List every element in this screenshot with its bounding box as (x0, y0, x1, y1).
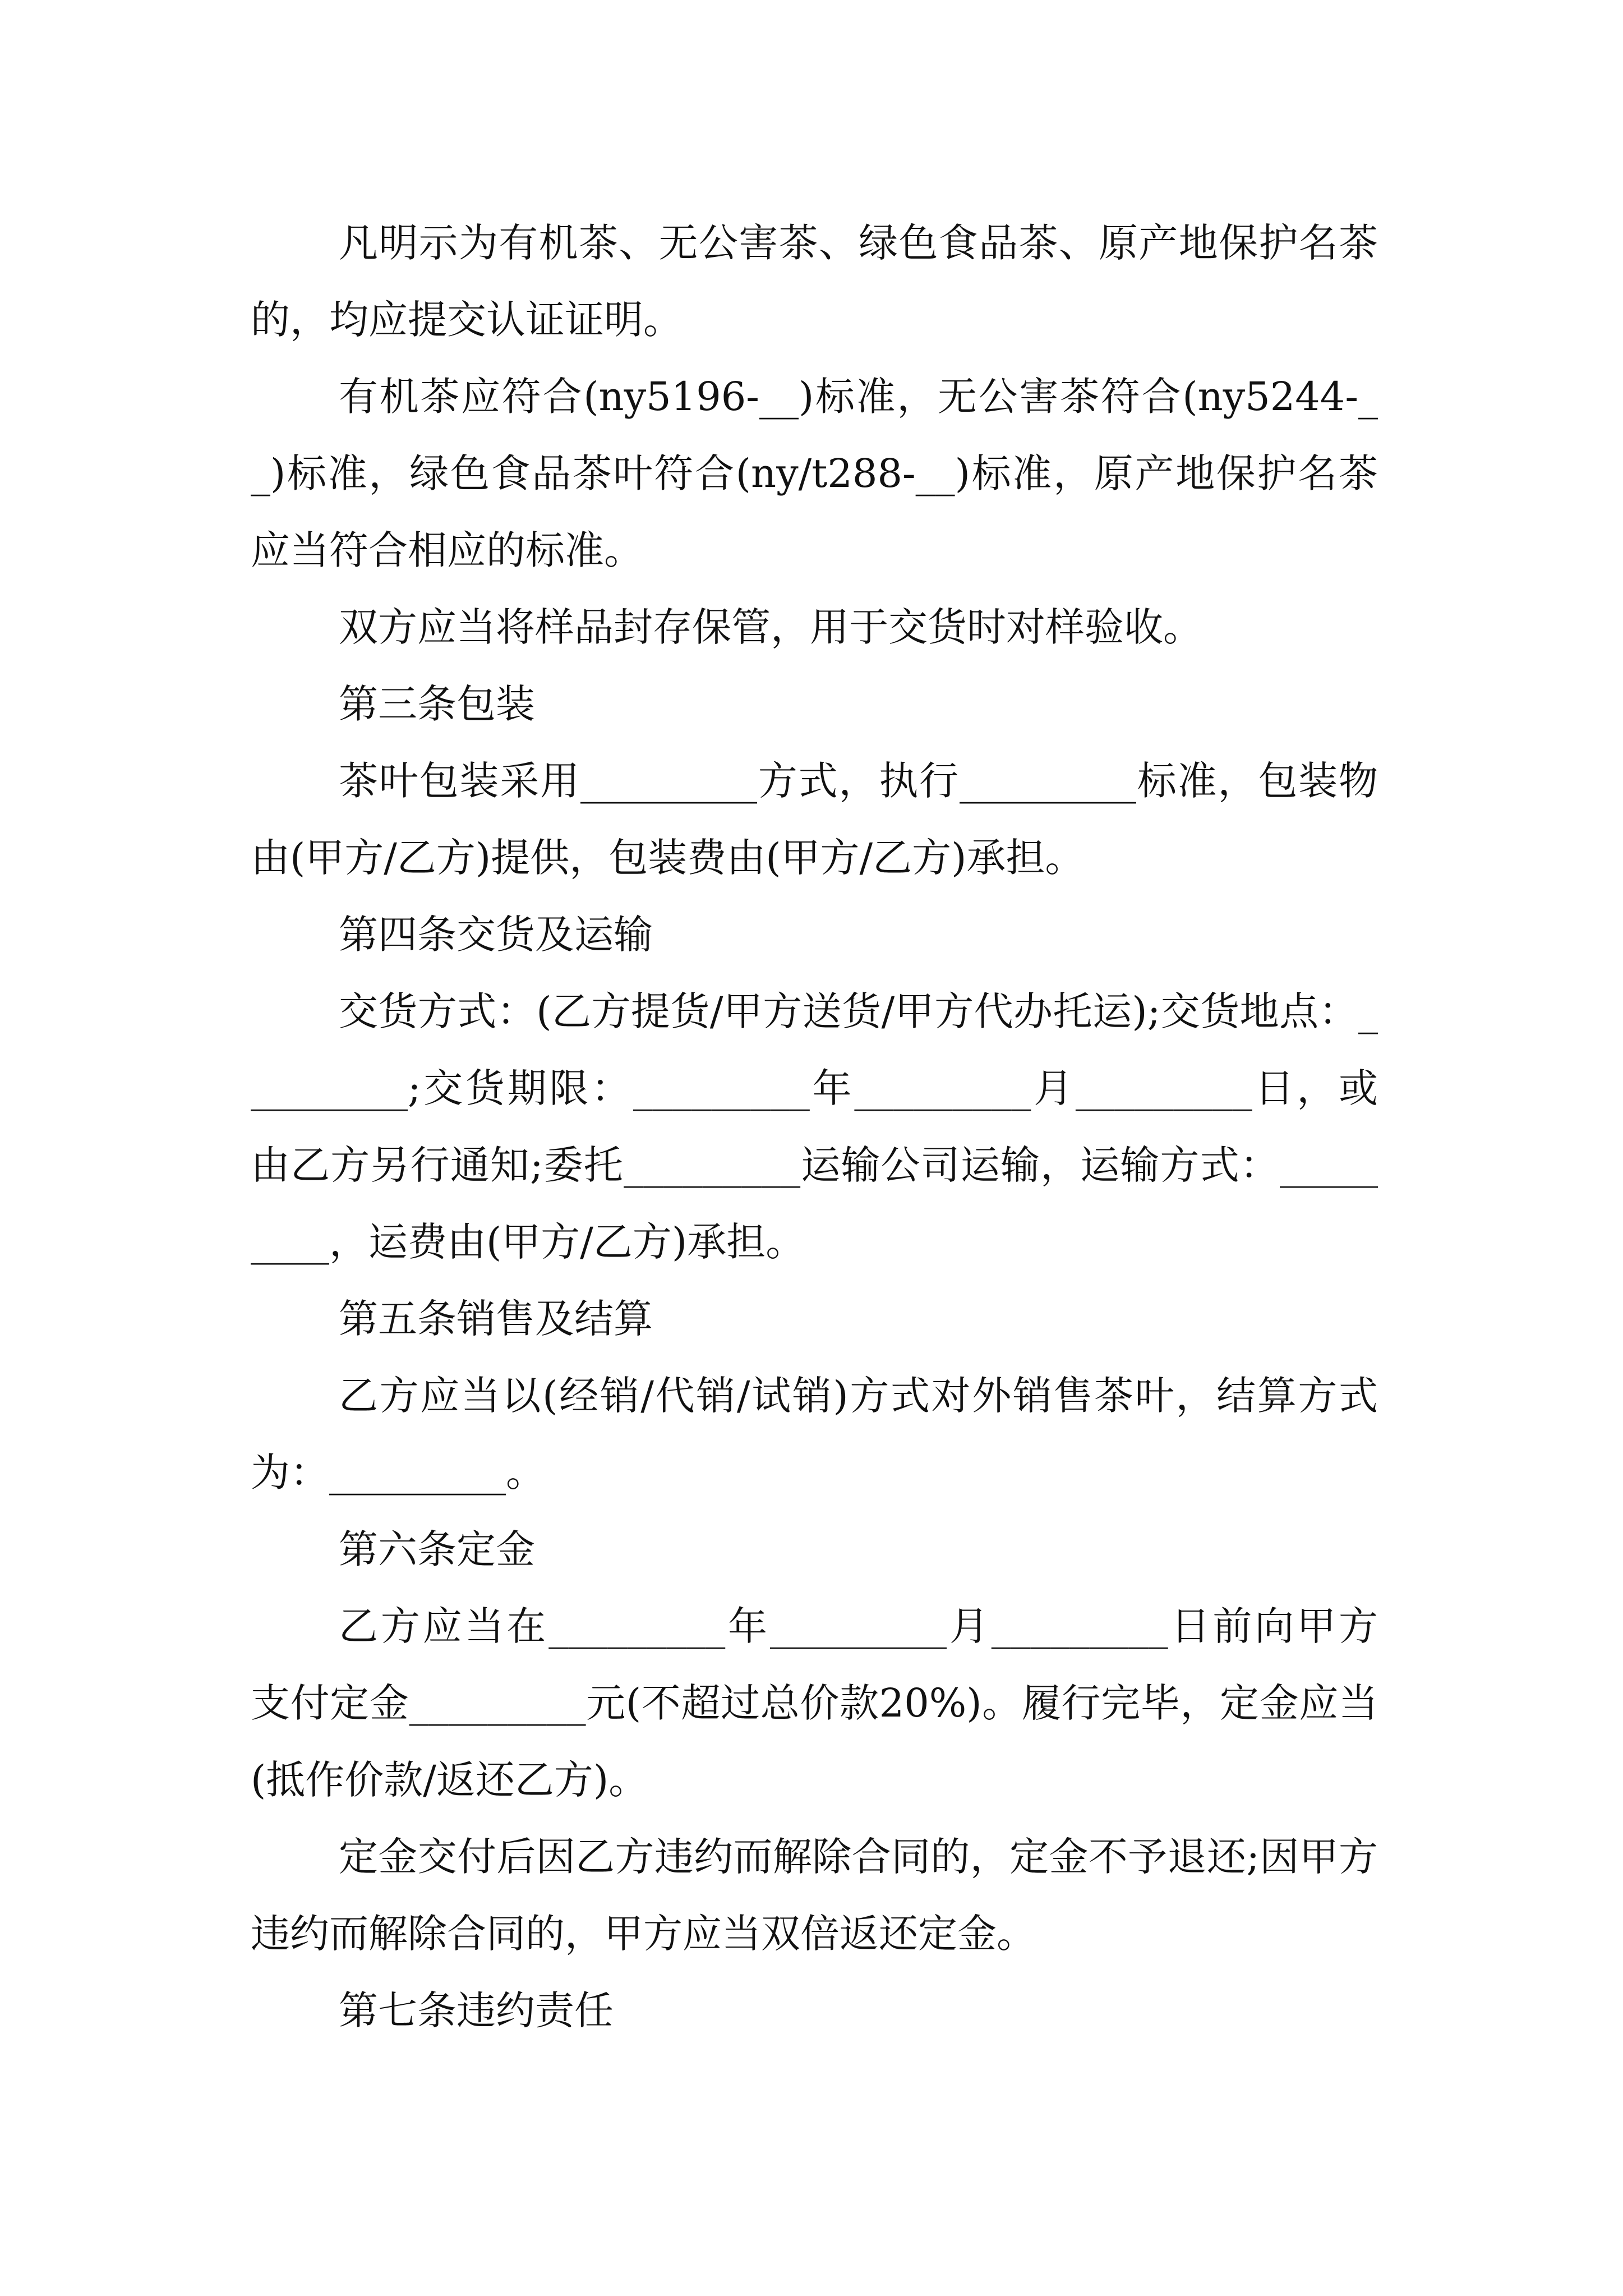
heading-article-5: 第五条销售及结算 (339, 1296, 653, 1342)
heading-article-4: 第四条交货及运输 (339, 912, 653, 958)
paragraph-deposit: 乙方应当在_________年_________月_________日前向甲方支付定金_________元(不超过总价款20%)。履行完毕，定金应当(抵作价款/返还乙方)。 (251, 1603, 1378, 1803)
paragraph-certification: 凡明示为有机茶、无公害茶、绿色食品茶、原产地保护名茶的，均应提交认证证明。 (251, 220, 1378, 343)
paragraph-deposit-refund: 定金交付后因乙方违约而解除合同的，定金不予退还;因甲方违约而解除合同的，甲方应当双倍返还定金。 (251, 1834, 1378, 1957)
document-body (251, 205, 1378, 2049)
paragraph-delivery: 交货方式：(乙方提货/甲方送货/甲方代办托运);交货地点：_________;交货期限：_________年_________月_________日，或由乙方另行通知;委托_________运输公司运输，运输方式：_________，运费由(甲方/乙方)承担。 (251, 988, 1378, 1265)
heading-article-7: 第七条违约责任 (339, 1987, 614, 2033)
paragraph-samples: 双方应当将样品封存保管，用于交货时对样验收。 (339, 604, 1202, 650)
paragraph-sales: 乙方应当以(经销/代销/试销)方式对外销售茶叶，结算方式为：_________。 (251, 1373, 1378, 1496)
heading-article-6: 第六条定金 (339, 1526, 535, 1572)
heading-article-3: 第三条包装 (339, 681, 535, 727)
paragraph-standards: 有机茶应符合(ny5196-__)标准，无公害茶符合(ny5244-__)标准，绿色食品茶叶符合(ny/t288-__)标准，原产地保护名茶应当符合相应的标准。 (251, 374, 1378, 573)
paragraph-packaging: 茶叶包装采用_________方式，执行_________标准，包装物由(甲方/乙方)提供，包装费由(甲方/乙方)承担。 (251, 758, 1378, 881)
